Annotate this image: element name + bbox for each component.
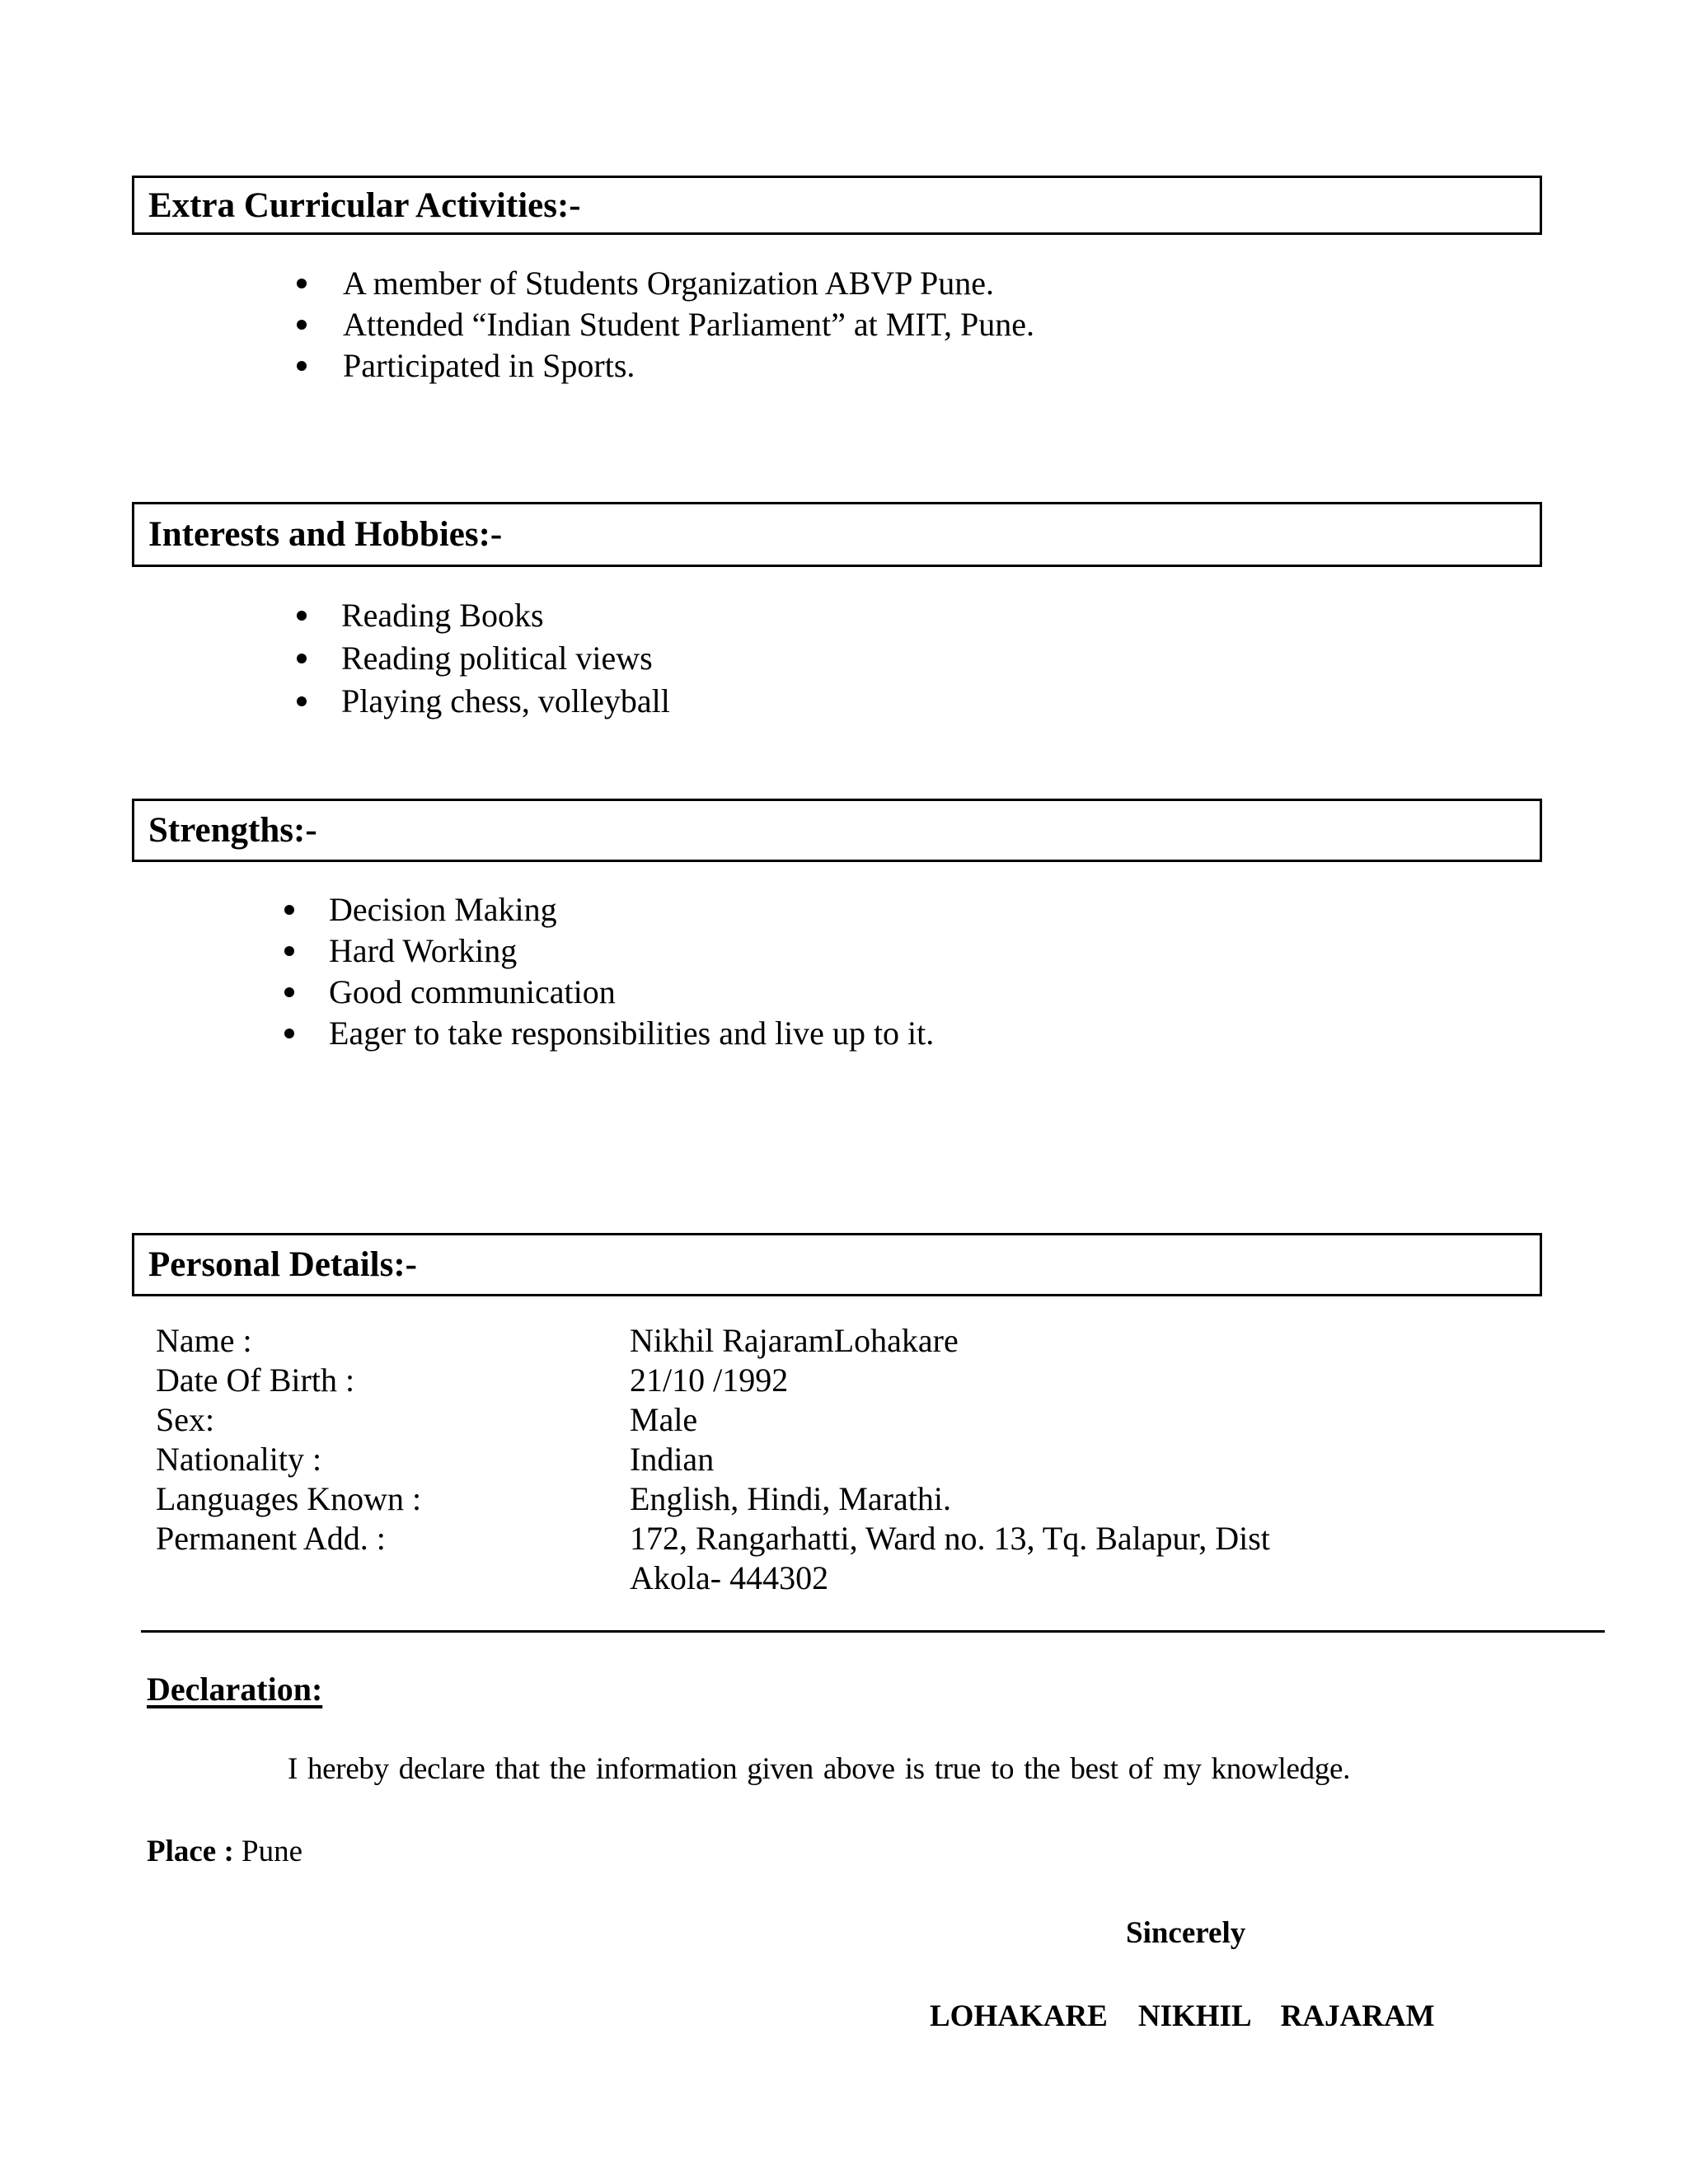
detail-label: Name : [156,1322,252,1359]
detail-label: Languages Known : [156,1480,422,1517]
bullet-icon [297,696,307,706]
detail-label: Date Of Birth : [156,1361,355,1399]
detail-value: Nikhil RajaramLohakare [630,1322,959,1359]
horizontal-divider [141,1630,1605,1633]
detail-label: Permanent Add. : [156,1520,386,1557]
bullet-icon [284,1029,294,1038]
detail-value: English, Hindi, Marathi. [630,1480,951,1517]
detail-label: Sex: [156,1401,215,1438]
bullet-icon [297,320,307,330]
place-line [147,1834,302,1869]
detail-value: 21/10 /1992 [630,1361,789,1399]
extra-curricular-heading: Extra Curricular Activities:- [132,176,1542,235]
bullet-icon [297,654,307,663]
bullet-icon [284,946,294,956]
detail-value: Male [630,1401,698,1438]
bullet-icon [284,905,294,915]
bullet-icon [297,611,307,621]
detail-value: Akola- 444302 [630,1559,829,1596]
bullet-icon [297,279,307,288]
interests-heading: Interests and Hobbies:- [132,502,1542,567]
signature-name: LOHAKARE NIKHIL RAJARAM [930,1999,1435,2033]
strengths-heading: Strengths:- [132,799,1542,862]
detail-value: Indian [630,1441,715,1478]
bullet-icon [297,361,307,371]
place-value: Pune [241,1835,303,1868]
declaration-text: I hereby declare that the information given above is true to the best of my knowledge. [288,1752,1351,1786]
detail-value: 172, Rangarhatti, Ward no. 13, Tq. Balapur, Dist [630,1520,1270,1557]
detail-label: Nationality : [156,1441,322,1478]
personal-details-heading: Personal Details:- [132,1233,1542,1296]
bullet-icon [284,987,294,997]
closing-text: Sincerely [1126,1916,1246,1950]
place-label: Place : [147,1835,234,1868]
declaration-heading: Declaration: [147,1671,323,1708]
